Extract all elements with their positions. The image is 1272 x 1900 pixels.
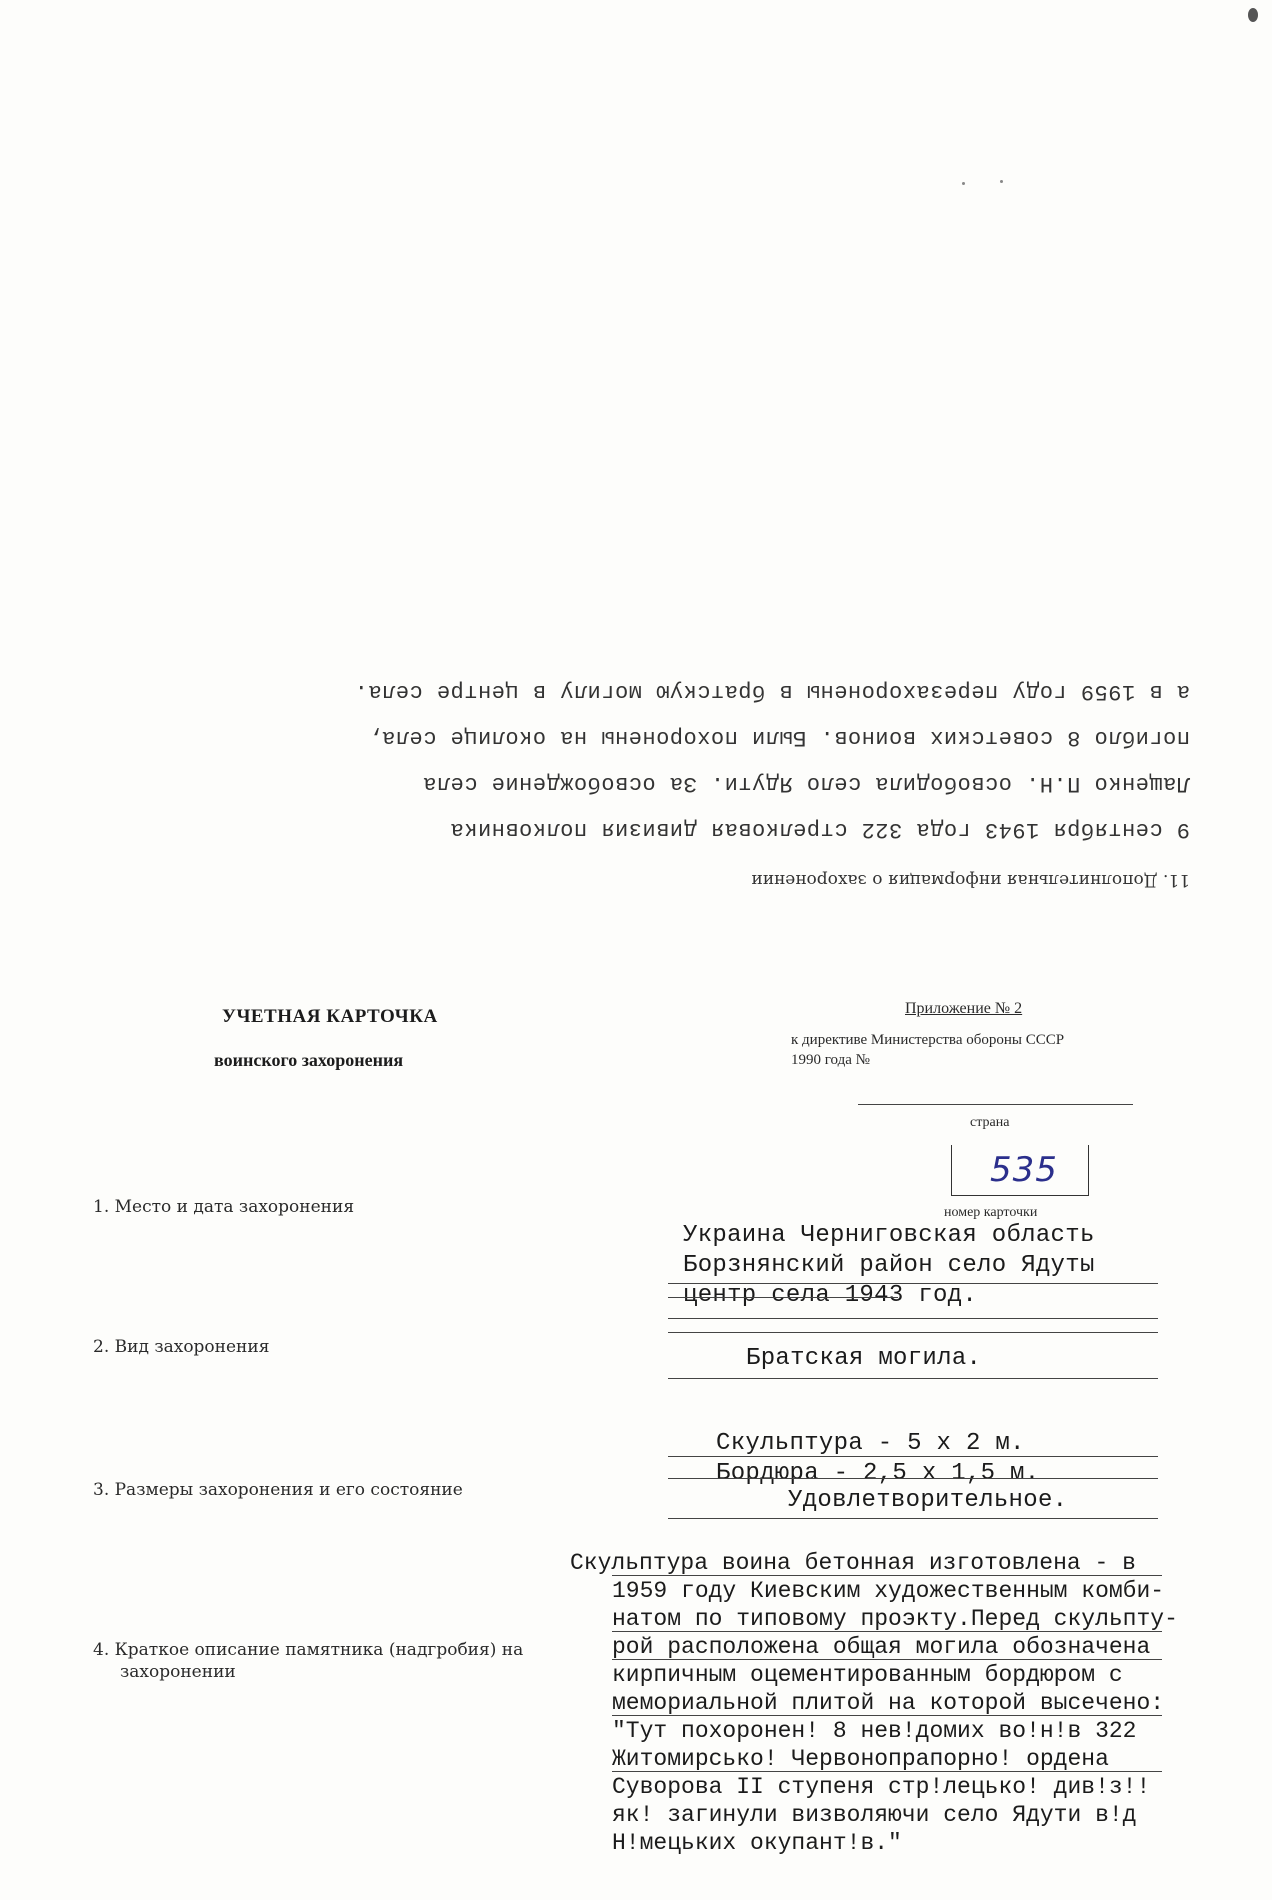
- additional-info-line: Лащенко П.Н. освободила село Ядути. За освобождение села: [422, 771, 1190, 796]
- description-line: рой расположена общая могила обозначена: [612, 1634, 1151, 1660]
- field-line: [612, 1659, 1162, 1660]
- additional-info-line: погибло 8 советских воинов. Были похоронены на околице села,: [367, 725, 1190, 750]
- directive-line: к директиве Министерства обороны СССР: [791, 1032, 1065, 1048]
- card-title: УЧЕТНАЯ КАРТОЧКА: [222, 1006, 438, 1027]
- field-line: [612, 1575, 1162, 1576]
- field-line: [668, 1378, 1158, 1379]
- card-number-label: номер карточки: [944, 1205, 1038, 1220]
- place-value-line: Украина Черниговская область: [683, 1222, 1095, 1249]
- directive-date: 1990 года №: [791, 1052, 870, 1068]
- size-value-line: Скульптура - 5 х 2 м.: [716, 1430, 1025, 1457]
- field-line: [612, 1715, 1162, 1716]
- appendix-label: Приложение № 2: [905, 1000, 1023, 1017]
- country-line: [858, 1104, 1133, 1105]
- description-label: 4. Краткое описание памятника (надгробия) на: [93, 1640, 524, 1660]
- field-line: [668, 1332, 1158, 1333]
- place-value-line: Борзнянский район село Ядуты: [683, 1252, 1095, 1279]
- field-line: [668, 1456, 1158, 1457]
- strike-line: [668, 1297, 898, 1298]
- description-line: кирпичным оцементированным бордюром с: [612, 1662, 1123, 1688]
- field-line: [668, 1518, 1158, 1519]
- country-label: страна: [970, 1115, 1010, 1130]
- field-line: [668, 1478, 1158, 1479]
- card-number: 535: [990, 1150, 1058, 1190]
- size-label: 3. Размеры захоронения и его состояние: [93, 1480, 463, 1500]
- description-line: натом по типовому проэкту.Перед скульпту-: [612, 1606, 1178, 1632]
- card-subtitle: воинского захоронения: [214, 1050, 404, 1070]
- additional-info-line: а в 1959 году перезахоронены в братскую могилу в центре села.: [354, 679, 1190, 704]
- description-line: Скульптура воина бетонная изготовлена - в: [570, 1550, 1136, 1576]
- size-value-line: Удовлетворительное.: [788, 1487, 1068, 1514]
- type-label: 2. Вид захоронения: [93, 1337, 270, 1357]
- additional-info-upside-down: [80, 640, 1190, 890]
- description-line: 1959 году Киевским художественным комби-: [612, 1578, 1165, 1604]
- speck: [1248, 8, 1258, 22]
- speck: [962, 182, 965, 185]
- additional-info-line: 9 сентября 1943 года 322 стрелковая дивизия полковника: [450, 817, 1190, 842]
- description-line: Житомирсько! Червонопрапорно! ордена: [612, 1746, 1109, 1772]
- additional-info-title: 11. Дополнительная информация о захоронении: [751, 870, 1190, 890]
- description-label-cont: захоронении: [120, 1662, 236, 1682]
- size-value-line: Бордюра - 2,5 х 1,5 м.: [716, 1460, 1040, 1487]
- speck: [1000, 180, 1003, 183]
- description-line: Суворова II ступеня стр!лецько! див!з!!: [612, 1774, 1151, 1800]
- description-line: Н!мецьких окупант!в.": [612, 1830, 902, 1856]
- field-line: [612, 1771, 1162, 1772]
- place-label: 1. Место и дата захоронения: [93, 1197, 355, 1217]
- field-line: [612, 1631, 1162, 1632]
- field-line: [668, 1318, 1158, 1319]
- description-line: "Тут похоронен! 8 нев!домих во!н!в 322: [612, 1718, 1137, 1744]
- place-value-line: центр села 1943 год.: [683, 1282, 978, 1309]
- description-line: як! загинули визволяючи село Ядути в!д: [612, 1802, 1137, 1828]
- type-value: Братская могила.: [746, 1345, 982, 1372]
- description-line: мемориальной плитой на которой высечено:: [612, 1690, 1165, 1716]
